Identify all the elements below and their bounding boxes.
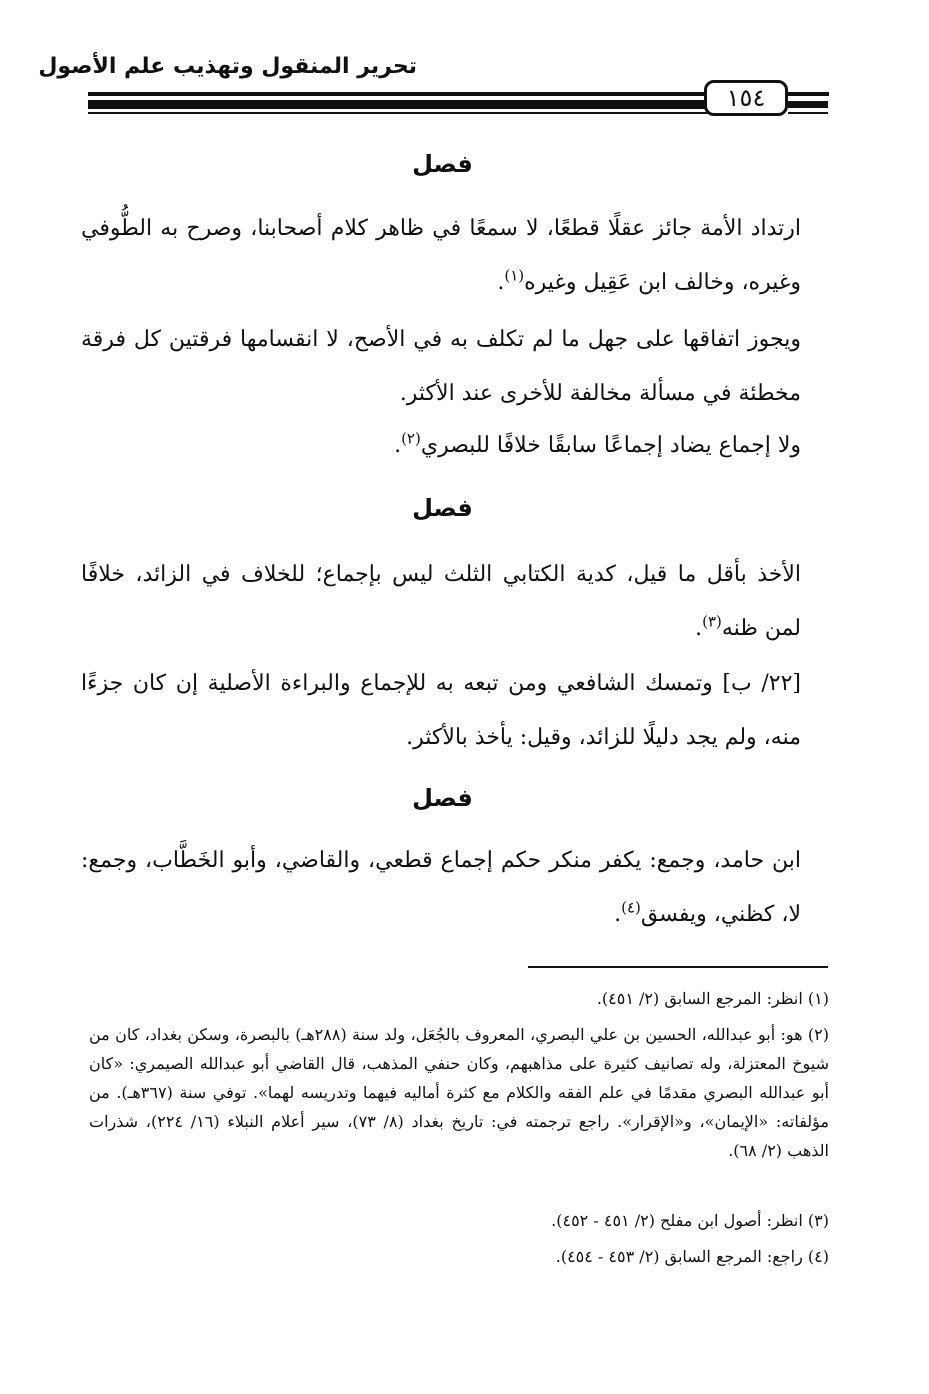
footnote-marker[interactable]: (٤) (621, 898, 641, 917)
paragraph-end: . (695, 616, 703, 641)
section-heading: فصل (412, 150, 473, 178)
paragraph (81, 313, 801, 421)
footnote: (٤) راجع: المرجع السابق (٢/ ٤٥٣ - ٤٥٤). (555, 1247, 829, 1266)
paragraph-text: ارتداد الأمة جائز عقلًا قطعًا، لا سمعًا في ظاهر كلام أصحابنا، وصرح به الطُّوفي وغيره، وخالف ابن عَقِيل وغيره (81, 216, 802, 295)
section-heading: فصل (412, 784, 473, 812)
footnote: (٢) هو: أبو عبدالله، الحسين بن علي البصري، المعروف بالجُعَل، ولد سنة (٢٨٨هـ) بالبصرة، وسكن بغداد، كان من شيوخ المعتزلة، وله تصانيف كثيرة على مذاهبهم، وكان حنفي المذهب، قال القاضي أبو عبدالله الصيمري: «كان أبو عبدالله البصري مقدمًا في علم الفقه والكلام مع كثرة أماليه فيهما وتدريسه لهما». توفي سنة (٣٦٧هـ). من مؤلفاته: «الإيمان»، و«الإقرار». راجع ترجمته في: تاريخ بغداد (٨/ ٧٣)، سير أعلام النبلاء (١٦/ ٢٢٤)، شذرات الذهب (٢/ ٦٨). (89, 1025, 830, 1160)
paragraph-text: [٢٢/ ب] وتمسك الشافعي ومن تبعه به للإجماع والبراءة الأصلية إن كان جزءًا منه، ولم يجد دليلًا للزائد، وقيل: يأخذ بالأكثر. (81, 671, 801, 750)
header-rule-tail (788, 92, 828, 96)
header-rule-tail (788, 101, 828, 108)
paragraph-end: . (497, 270, 505, 295)
paragraph (81, 548, 801, 656)
paragraph-end: . (394, 433, 402, 458)
paragraph-end: . (614, 902, 622, 927)
paragraph-text: الأخذ بأقل ما قيل، كدية الكتابي الثلث ليس بإجماع؛ للخلاف في الزائد، خلافًا لمن ظنه (81, 562, 801, 641)
paragraph-text: ولا إجماع يضاد إجماعًا سابقًا خلافًا للبصري (420, 433, 801, 458)
paragraph (81, 419, 801, 473)
header-rule-thick (88, 100, 709, 109)
page-number: ١٥٤ (704, 80, 788, 116)
header-rule-thin (88, 112, 709, 114)
footnote: (٣) انظر: أصول ابن مفلح (٢/ ٤٥١ - ٤٥٢). (551, 1211, 829, 1230)
footnote-marker[interactable]: (١) (504, 266, 525, 285)
footnote-separator (528, 966, 828, 968)
paragraph (81, 657, 801, 765)
footnote-marker[interactable]: (٣) (702, 612, 722, 631)
header-rule-tail (788, 112, 828, 114)
section-heading: فصل (412, 494, 473, 522)
paragraph-text: ابن حامد، وجمع: يكفر منكر حكم إجماع قطعي، والقاضي، وأبو الخَطَّاب، وجمع: لا، كظني، ويفسق (81, 848, 801, 927)
paragraph (81, 202, 801, 310)
footnote-marker[interactable]: (٢) (401, 429, 421, 448)
footnote: (١) انظر: المرجع السابق (٢/ ٤٥١). (596, 989, 829, 1008)
paragraph-text: ويجوز اتفاقها على جهل ما لم تكلف به في الأصح، لا انقسامها فرقتين كل فرقة مخطئة في مسألة مخالفة للأخرى عند الأكثر. (81, 327, 801, 406)
paragraph (81, 834, 801, 942)
running-title: تحرير المنقول وتهذيب علم الأصول (38, 54, 417, 79)
